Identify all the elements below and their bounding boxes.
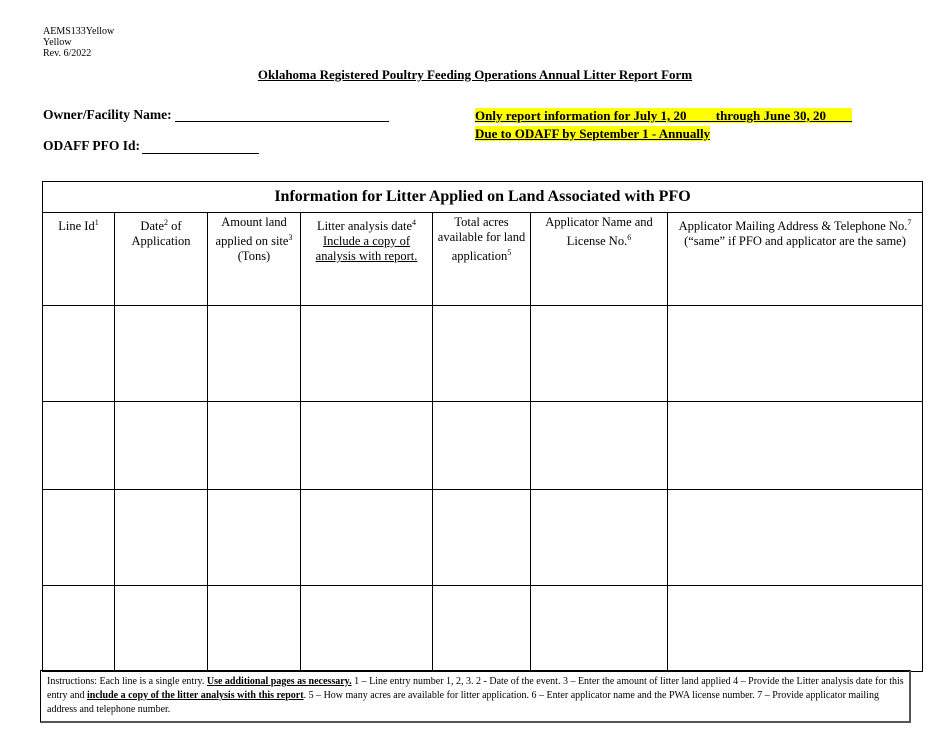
table-cell[interactable] — [208, 586, 301, 672]
table-cell[interactable] — [433, 306, 531, 402]
table-cell[interactable] — [301, 490, 433, 586]
owner-label: Owner/Facility Name: — [43, 107, 172, 122]
column-header: Date$^2$ of Application — [115, 213, 208, 306]
table-cell[interactable] — [43, 306, 115, 402]
instructions-text: 1 – Line entry number 1, 2, 3. 2 - Date of the event. 3 – Enter the amount of litter land applied 4 – Provide the Litter analysis date for this entry and — [47, 676, 904, 701]
table-cell[interactable] — [301, 306, 433, 402]
table-cell[interactable] — [531, 402, 668, 490]
table-cell[interactable] — [115, 306, 208, 402]
table-cell[interactable] — [115, 490, 208, 586]
table-cell[interactable] — [433, 586, 531, 672]
column-header: Line Id$^1$ — [43, 213, 115, 306]
table-cell[interactable] — [531, 306, 668, 402]
instructions-box — [40, 670, 911, 723]
table-cell[interactable] — [43, 586, 115, 672]
table-cell[interactable] — [668, 402, 923, 490]
instructions-text: . 5 – How many acres are available for litter application. 6 – Enter applicator name and the PWA license number. 7 – Provide applicator mailing address and telephone number. — [47, 690, 879, 715]
instructions-text: Instructions: Each line is a single entry. — [47, 676, 207, 687]
table-caption: Information for Litter Applied on Land Associated with PFO — [43, 182, 923, 213]
column-header: Amount land applied on site$^3$ (Tons) — [208, 213, 301, 306]
table-cell[interactable] — [208, 306, 301, 402]
table-cell[interactable] — [668, 586, 923, 672]
table-row — [43, 490, 923, 586]
table-cell[interactable] — [433, 402, 531, 490]
litter-table — [42, 181, 923, 672]
table-cell[interactable] — [668, 306, 923, 402]
column-header: Applicator Mailing Address & Telephone No.$^7$ (“same” if PFO and applicator are the same) — [668, 213, 923, 306]
pfo-id-label: ODAFF PFO Id: — [43, 138, 140, 153]
table-cell[interactable] — [43, 490, 115, 586]
column-header: Litter analysis date$^4$ Include a copy of analysis with report. — [301, 213, 433, 306]
table-cell[interactable] — [301, 586, 433, 672]
table-cell[interactable] — [531, 586, 668, 672]
table-row — [43, 402, 923, 490]
table-cell[interactable] — [208, 402, 301, 490]
form-color: Yellow — [43, 37, 72, 48]
table-row — [43, 586, 923, 672]
table-cell[interactable] — [208, 490, 301, 586]
column-header: Applicator Name and License No.$^6$ — [531, 213, 668, 306]
table-cell[interactable] — [433, 490, 531, 586]
form-revision: Rev. 6/2022 — [43, 48, 92, 59]
table-cell[interactable] — [115, 402, 208, 490]
form-title: Oklahoma Registered Poultry Feeding Operations Annual Litter Report Form — [257, 67, 693, 82]
due-date-notice: Due to ODAFF by September 1 - Annually — [475, 126, 711, 141]
table-cell[interactable] — [531, 490, 668, 586]
owner-field[interactable] — [175, 107, 389, 122]
table-cell[interactable] — [43, 402, 115, 490]
table-cell[interactable] — [668, 490, 923, 586]
table-row — [43, 306, 923, 402]
table-cell[interactable] — [301, 402, 433, 490]
instructions-emphasis: include a copy of the litter analysis with this report — [87, 690, 304, 701]
instructions-emphasis: Use additional pages as necessary. — [206, 676, 352, 687]
column-header: Total acres available for land application$^5$ — [433, 213, 531, 306]
form-code: AEMS133Yellow — [43, 26, 115, 37]
reporting-period-notice: Only report information for July 1, 20____ through June 30, 20____ — [475, 108, 853, 123]
pfo-id-field[interactable] — [142, 139, 259, 154]
table-cell[interactable] — [115, 586, 208, 672]
